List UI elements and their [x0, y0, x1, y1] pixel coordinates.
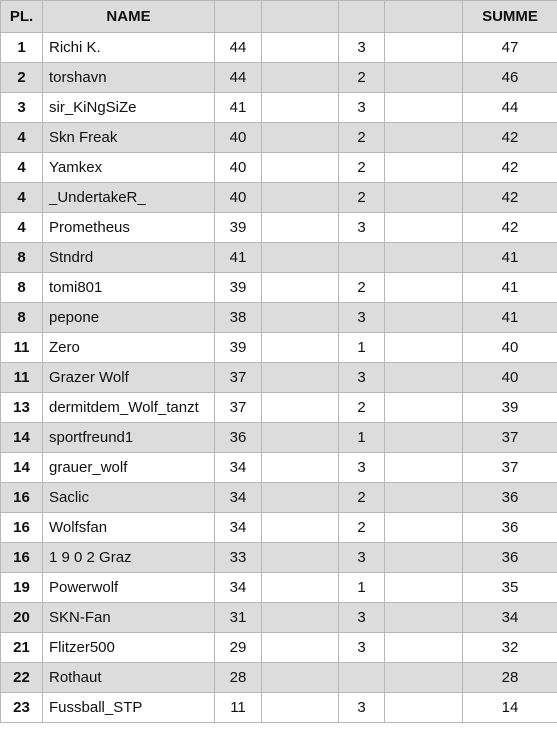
cell-points-1: 40 [215, 123, 262, 153]
cell-points-1: 44 [215, 33, 262, 63]
cell-pl: 4 [1, 153, 43, 183]
header-name: NAME [43, 1, 215, 33]
cell-points-1: 39 [215, 273, 262, 303]
cell-points-4 [385, 543, 463, 573]
header-col-5 [339, 1, 385, 33]
cell-name: sir_KiNgSiZe [43, 93, 215, 123]
table-body [1, 33, 557, 723]
cell-summe: 46 [463, 63, 557, 93]
cell-points-1: 39 [215, 213, 262, 243]
cell-pl: 4 [1, 213, 43, 243]
cell-summe: 14 [463, 693, 557, 723]
cell-summe: 41 [463, 303, 557, 333]
table-row [1, 153, 557, 183]
cell-name: Prometheus [43, 213, 215, 243]
cell-points-4 [385, 513, 463, 543]
cell-name: Powerwolf [43, 573, 215, 603]
cell-pl: 21 [1, 633, 43, 663]
cell-summe: 42 [463, 183, 557, 213]
cell-name: Wolfsfan [43, 513, 215, 543]
cell-points-2 [262, 333, 339, 363]
cell-name: Grazer Wolf [43, 363, 215, 393]
table-row [1, 693, 557, 723]
cell-pl: 23 [1, 693, 43, 723]
cell-points-4 [385, 693, 463, 723]
cell-points-4 [385, 63, 463, 93]
cell-points-3: 2 [339, 153, 385, 183]
cell-pl: 16 [1, 483, 43, 513]
cell-points-1: 34 [215, 453, 262, 483]
cell-points-2 [262, 693, 339, 723]
cell-name: SKN-Fan [43, 603, 215, 633]
cell-points-3: 3 [339, 33, 385, 63]
header-col-4 [262, 1, 339, 33]
cell-points-2 [262, 603, 339, 633]
cell-points-3: 3 [339, 303, 385, 333]
cell-points-1: 34 [215, 573, 262, 603]
cell-points-4 [385, 303, 463, 333]
table-row [1, 273, 557, 303]
cell-points-2 [262, 393, 339, 423]
cell-pl: 4 [1, 183, 43, 213]
cell-points-4 [385, 333, 463, 363]
cell-points-1: 33 [215, 543, 262, 573]
cell-summe: 34 [463, 603, 557, 633]
cell-points-3: 2 [339, 513, 385, 543]
cell-points-3 [339, 243, 385, 273]
cell-points-4 [385, 453, 463, 483]
cell-points-1: 28 [215, 663, 262, 693]
cell-points-2 [262, 303, 339, 333]
cell-summe: 28 [463, 663, 557, 693]
cell-points-2 [262, 273, 339, 303]
cell-points-1: 39 [215, 333, 262, 363]
cell-points-3: 3 [339, 633, 385, 663]
table-row [1, 213, 557, 243]
cell-points-3: 2 [339, 63, 385, 93]
table-row [1, 483, 557, 513]
cell-summe: 41 [463, 243, 557, 273]
cell-points-2 [262, 663, 339, 693]
cell-points-3: 2 [339, 273, 385, 303]
cell-summe: 36 [463, 513, 557, 543]
table-row [1, 603, 557, 633]
cell-summe: 41 [463, 273, 557, 303]
header-col-3 [215, 1, 262, 33]
cell-points-2 [262, 453, 339, 483]
cell-points-3: 3 [339, 603, 385, 633]
cell-points-3: 3 [339, 453, 385, 483]
cell-points-3: 2 [339, 183, 385, 213]
table-row [1, 63, 557, 93]
cell-points-2 [262, 123, 339, 153]
cell-points-2 [262, 483, 339, 513]
cell-points-1: 37 [215, 363, 262, 393]
cell-pl: 11 [1, 363, 43, 393]
cell-name: pepone [43, 303, 215, 333]
cell-summe: 32 [463, 633, 557, 663]
cell-summe: 37 [463, 423, 557, 453]
cell-name: Zero [43, 333, 215, 363]
cell-pl: 13 [1, 393, 43, 423]
cell-points-3: 3 [339, 93, 385, 123]
cell-pl: 14 [1, 423, 43, 453]
cell-points-2 [262, 513, 339, 543]
cell-name: Rothaut [43, 663, 215, 693]
header-row [1, 1, 557, 33]
cell-points-1: 37 [215, 393, 262, 423]
cell-pl: 4 [1, 123, 43, 153]
cell-points-3: 3 [339, 213, 385, 243]
cell-points-3: 1 [339, 333, 385, 363]
table-row [1, 513, 557, 543]
cell-points-3: 2 [339, 123, 385, 153]
cell-name: Richi K. [43, 33, 215, 63]
table-row [1, 423, 557, 453]
cell-pl: 3 [1, 93, 43, 123]
cell-points-1: 41 [215, 93, 262, 123]
cell-name: _UndertakeR_ [43, 183, 215, 213]
cell-summe: 40 [463, 333, 557, 363]
cell-pl: 16 [1, 513, 43, 543]
table-row [1, 333, 557, 363]
cell-pl: 8 [1, 303, 43, 333]
cell-points-2 [262, 363, 339, 393]
cell-points-4 [385, 33, 463, 63]
table-row [1, 33, 557, 63]
cell-points-2 [262, 93, 339, 123]
cell-points-2 [262, 183, 339, 213]
table-row [1, 243, 557, 273]
cell-points-4 [385, 93, 463, 123]
table-row [1, 123, 557, 153]
table-row [1, 363, 557, 393]
cell-pl: 8 [1, 243, 43, 273]
cell-summe: 42 [463, 153, 557, 183]
cell-summe: 35 [463, 573, 557, 603]
cell-summe: 36 [463, 543, 557, 573]
cell-pl: 14 [1, 453, 43, 483]
cell-points-2 [262, 63, 339, 93]
cell-summe: 39 [463, 393, 557, 423]
cell-points-4 [385, 273, 463, 303]
cell-summe: 44 [463, 93, 557, 123]
table-row [1, 573, 557, 603]
cell-pl: 8 [1, 273, 43, 303]
cell-points-2 [262, 543, 339, 573]
cell-points-2 [262, 153, 339, 183]
cell-name: Stndrd [43, 243, 215, 273]
cell-points-4 [385, 663, 463, 693]
cell-points-1: 34 [215, 513, 262, 543]
cell-points-4 [385, 393, 463, 423]
cell-summe: 42 [463, 213, 557, 243]
cell-summe: 47 [463, 33, 557, 63]
cell-points-1: 40 [215, 183, 262, 213]
cell-points-1: 31 [215, 603, 262, 633]
cell-name: Saclic [43, 483, 215, 513]
cell-points-1: 44 [215, 63, 262, 93]
cell-points-3: 2 [339, 483, 385, 513]
cell-name: Yamkex [43, 153, 215, 183]
cell-points-1: 11 [215, 693, 262, 723]
cell-points-4 [385, 123, 463, 153]
cell-name: sportfreund1 [43, 423, 215, 453]
cell-pl: 16 [1, 543, 43, 573]
table-row [1, 303, 557, 333]
cell-points-3: 3 [339, 693, 385, 723]
cell-summe: 36 [463, 483, 557, 513]
table-row [1, 393, 557, 423]
cell-pl: 19 [1, 573, 43, 603]
cell-summe: 37 [463, 453, 557, 483]
table-row [1, 543, 557, 573]
cell-points-1: 38 [215, 303, 262, 333]
cell-name: dermitdem_Wolf_tanzt [43, 393, 215, 423]
cell-points-4 [385, 603, 463, 633]
cell-points-4 [385, 153, 463, 183]
cell-points-4 [385, 423, 463, 453]
cell-points-4 [385, 183, 463, 213]
header-summe: SUMME [463, 1, 557, 33]
cell-points-2 [262, 573, 339, 603]
cell-points-4 [385, 483, 463, 513]
cell-points-1: 34 [215, 483, 262, 513]
cell-name: torshavn [43, 63, 215, 93]
cell-pl: 22 [1, 663, 43, 693]
cell-pl: 11 [1, 333, 43, 363]
cell-points-3: 2 [339, 393, 385, 423]
cell-points-2 [262, 213, 339, 243]
cell-name: 1 9 0 2 Graz [43, 543, 215, 573]
cell-points-2 [262, 33, 339, 63]
cell-points-2 [262, 243, 339, 273]
cell-pl: 1 [1, 33, 43, 63]
cell-points-3: 3 [339, 543, 385, 573]
cell-points-1: 41 [215, 243, 262, 273]
cell-points-4 [385, 363, 463, 393]
cell-name: tomi801 [43, 273, 215, 303]
header-col-6 [385, 1, 463, 33]
table-row [1, 453, 557, 483]
cell-points-1: 40 [215, 153, 262, 183]
cell-name: Skn Freak [43, 123, 215, 153]
table-row [1, 183, 557, 213]
cell-summe: 42 [463, 123, 557, 153]
cell-points-1: 36 [215, 423, 262, 453]
cell-pl: 20 [1, 603, 43, 633]
table-row [1, 663, 557, 693]
cell-points-1: 29 [215, 633, 262, 663]
cell-pl: 2 [1, 63, 43, 93]
table-row [1, 93, 557, 123]
cell-name: Fussball_STP [43, 693, 215, 723]
cell-points-3: 3 [339, 363, 385, 393]
cell-name: grauer_wolf [43, 453, 215, 483]
cell-summe: 40 [463, 363, 557, 393]
header-pl: PL. [1, 1, 43, 33]
cell-points-4 [385, 243, 463, 273]
cell-name: Flitzer500 [43, 633, 215, 663]
cell-points-3: 1 [339, 423, 385, 453]
cell-points-3 [339, 663, 385, 693]
cell-points-3: 1 [339, 573, 385, 603]
table-row [1, 633, 557, 663]
cell-points-2 [262, 633, 339, 663]
cell-points-4 [385, 633, 463, 663]
cell-points-4 [385, 213, 463, 243]
cell-points-2 [262, 423, 339, 453]
cell-points-4 [385, 573, 463, 603]
